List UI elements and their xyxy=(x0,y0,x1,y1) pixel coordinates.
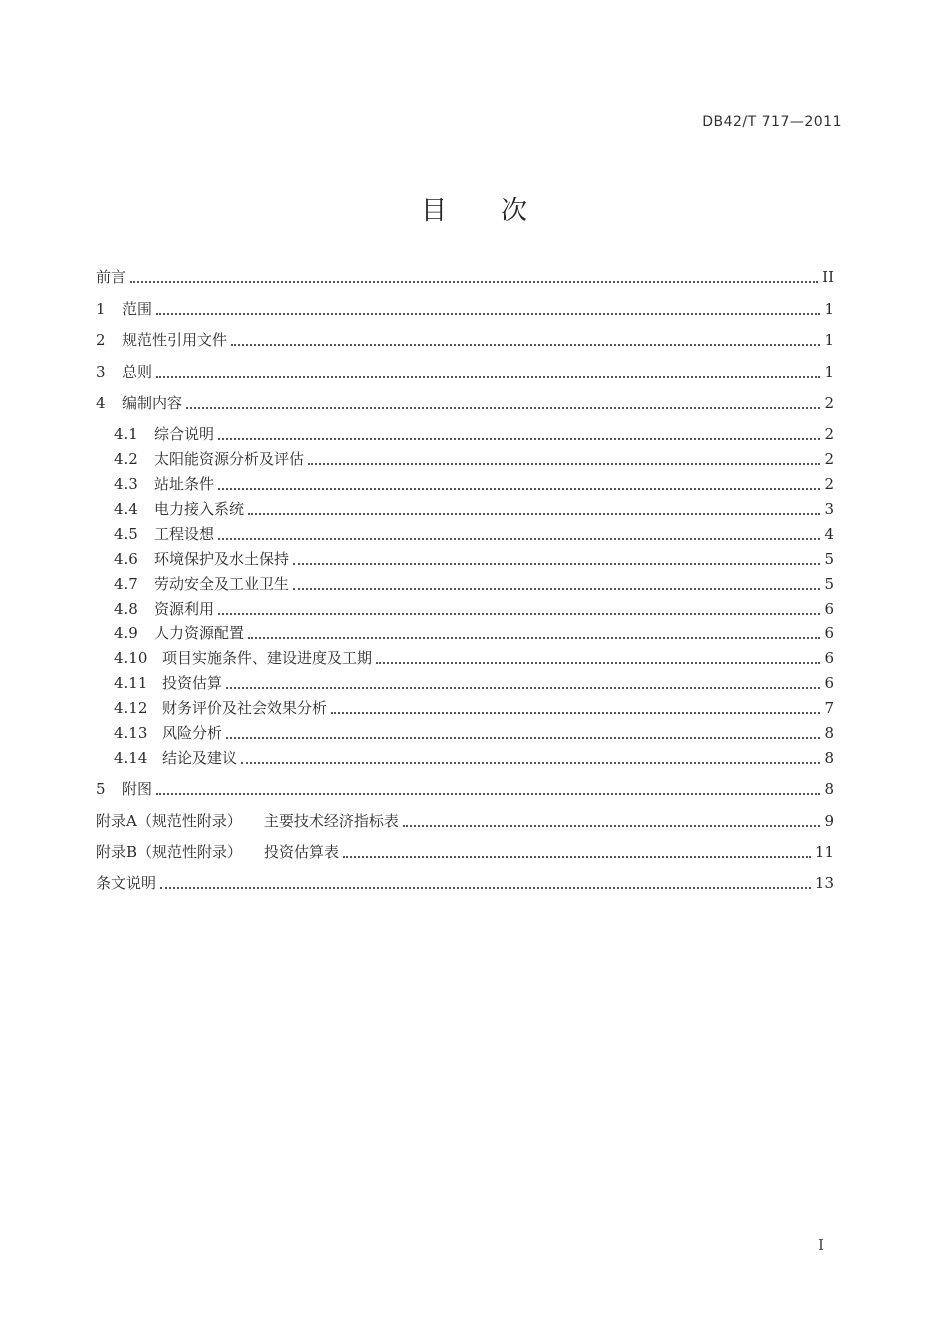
toc-entry-label: 编制内容 xyxy=(122,394,183,412)
toc-entry[interactable] xyxy=(114,423,834,445)
toc-entry[interactable] xyxy=(114,548,834,570)
toc-entry-label: 前言 xyxy=(96,268,127,286)
toc-entry-label: 投资估算 xyxy=(162,674,223,692)
toc-entry[interactable] xyxy=(114,722,834,744)
toc-entry-number: 4.2 xyxy=(114,450,138,468)
toc-entry-page: 8 xyxy=(824,749,834,767)
toc-entry-number: 4.14 xyxy=(114,749,148,767)
toc-leader-dots xyxy=(156,376,820,378)
toc-entry-page: 2 xyxy=(824,394,834,412)
toc-entry-number: 4.10 xyxy=(114,649,148,667)
toc-entry[interactable] xyxy=(114,473,834,495)
toc-entry-label: 结论及建议 xyxy=(162,749,238,767)
toc-leader-dots xyxy=(293,588,820,590)
toc-entry-label: 投资估算表 xyxy=(264,843,340,861)
toc-leader-dots xyxy=(226,687,820,689)
toc-leader-dots xyxy=(156,793,820,795)
toc-leader-dots xyxy=(241,762,820,764)
toc-entry[interactable] xyxy=(114,697,834,719)
toc-entry-label: 范围 xyxy=(122,300,153,318)
toc-entry[interactable] xyxy=(114,622,834,644)
toc-entry[interactable] xyxy=(96,329,834,351)
toc-entry-number: 4.12 xyxy=(114,699,148,717)
toc-entry-label: 规范性引用文件 xyxy=(122,331,228,349)
toc-leader-dots xyxy=(248,637,820,639)
page-number: I xyxy=(818,1236,824,1254)
toc-entry-page: 2 xyxy=(824,425,834,443)
toc-entry-number: 4.4 xyxy=(114,500,138,518)
toc-entry-number: 附录A（规范性附录） xyxy=(96,812,242,830)
toc-entry-number: 3 xyxy=(96,363,106,381)
toc-leader-dots xyxy=(403,825,820,827)
title-char-1: 目 xyxy=(420,196,449,226)
toc-entry-page: 7 xyxy=(824,699,834,717)
toc-leader-dots xyxy=(218,538,820,540)
toc-entry-label: 项目实施条件、建设进度及工期 xyxy=(162,649,373,667)
toc-entry-number: 4.11 xyxy=(114,674,148,692)
toc-entry-page: 1 xyxy=(824,331,834,349)
toc-entry[interactable] xyxy=(96,841,834,863)
toc-entry-number: 附录B（规范性附录） xyxy=(96,843,243,861)
toc-entry[interactable] xyxy=(96,392,834,414)
toc-entry[interactable] xyxy=(96,778,834,800)
toc-leader-dots xyxy=(218,613,820,615)
toc-entry-page: 5 xyxy=(824,550,834,568)
toc-leader-dots xyxy=(293,563,820,565)
toc-leader-dots xyxy=(308,463,820,465)
standard-code: DB42/T 717—2011 xyxy=(702,114,842,130)
toc-entry[interactable] xyxy=(96,872,834,894)
toc-entry-page: 1 xyxy=(824,363,834,381)
toc-entry-number: 4.1 xyxy=(114,425,138,443)
toc-entry[interactable] xyxy=(114,573,834,595)
toc-entry[interactable] xyxy=(114,523,834,545)
toc-entry-page: 8 xyxy=(824,724,834,742)
toc-leader-dots xyxy=(218,438,820,440)
toc-entry-page: 3 xyxy=(824,500,834,518)
toc-entry-label: 站址条件 xyxy=(154,475,215,493)
toc-entry[interactable] xyxy=(96,361,834,383)
toc-entry-page: 1 xyxy=(824,300,834,318)
toc-entry-label: 风险分析 xyxy=(162,724,223,742)
toc-entry[interactable] xyxy=(114,498,834,520)
toc-entry-page: 2 xyxy=(824,475,834,493)
toc-leader-dots xyxy=(248,513,820,515)
toc-entry[interactable] xyxy=(114,647,834,669)
toc-entry-label: 电力接入系统 xyxy=(154,500,245,518)
toc-entry-number: 4.7 xyxy=(114,575,138,593)
toc-entry-page: 6 xyxy=(824,624,834,642)
toc-entry[interactable] xyxy=(96,810,834,832)
toc-entry-page: 9 xyxy=(824,812,834,830)
toc-entry[interactable] xyxy=(114,598,834,620)
page-title xyxy=(0,190,950,227)
toc-entry[interactable] xyxy=(114,747,834,769)
toc-entry-label: 财务评价及社会效果分析 xyxy=(162,699,328,717)
toc-leader-dots xyxy=(343,856,811,858)
toc-leader-dots xyxy=(186,407,820,409)
toc-leader-dots xyxy=(226,737,820,739)
toc-entry-label: 工程设想 xyxy=(154,525,215,543)
toc-entry-label: 综合说明 xyxy=(154,425,215,443)
toc-entry-number: 1 xyxy=(96,300,106,318)
toc-entry-page: 8 xyxy=(824,780,834,798)
toc-entry-label: 人力资源配置 xyxy=(154,624,245,642)
toc-entry-label: 环境保护及水土保持 xyxy=(154,550,290,568)
toc-entry[interactable] xyxy=(96,266,834,288)
toc-entry-page: 6 xyxy=(824,649,834,667)
toc-entry-label: 附图 xyxy=(122,780,153,798)
toc-leader-dots xyxy=(231,344,820,346)
toc-entry-number: 4.13 xyxy=(114,724,148,742)
toc-entry-number: 2 xyxy=(96,331,106,349)
toc-leader-dots xyxy=(130,281,818,283)
toc-entry-page: 13 xyxy=(814,874,834,892)
toc-leader-dots xyxy=(331,712,820,714)
toc-entry-number: 4.9 xyxy=(114,624,138,642)
toc-entry-page: 4 xyxy=(824,525,834,543)
toc-entry-number: 4.8 xyxy=(114,600,138,618)
toc-entry-page: 2 xyxy=(824,450,834,468)
toc-entry-number: 4.6 xyxy=(114,550,138,568)
toc-leader-dots xyxy=(218,488,820,490)
toc-entry-page: II xyxy=(822,268,834,286)
toc-entry-page: 11 xyxy=(814,843,834,861)
toc-entry-number: 5 xyxy=(96,780,106,798)
toc-entry-page: 6 xyxy=(824,600,834,618)
toc-entry[interactable] xyxy=(114,672,834,694)
toc-entry-label: 总则 xyxy=(122,363,153,381)
toc-entry-label: 主要技术经济指标表 xyxy=(263,812,399,830)
toc-entry-page: 6 xyxy=(824,674,834,692)
toc-leader-dots xyxy=(160,887,811,889)
toc-entry-number: 4 xyxy=(96,394,106,412)
toc-entry-label: 劳动安全及工业卫生 xyxy=(154,575,290,593)
toc-entry-label: 太阳能资源分析及评估 xyxy=(154,450,305,468)
toc-entry[interactable] xyxy=(114,448,834,470)
toc-entry-label: 条文说明 xyxy=(96,874,157,892)
toc-leader-dots xyxy=(156,313,820,315)
toc-entry-number: 4.3 xyxy=(114,475,138,493)
toc-entry-number: 4.5 xyxy=(114,525,138,543)
toc-leader-dots xyxy=(376,662,820,664)
toc-entry-label: 资源利用 xyxy=(154,600,215,618)
toc-entry-page: 5 xyxy=(824,575,834,593)
title-char-2: 次 xyxy=(501,196,530,226)
toc-entry[interactable] xyxy=(96,298,834,320)
